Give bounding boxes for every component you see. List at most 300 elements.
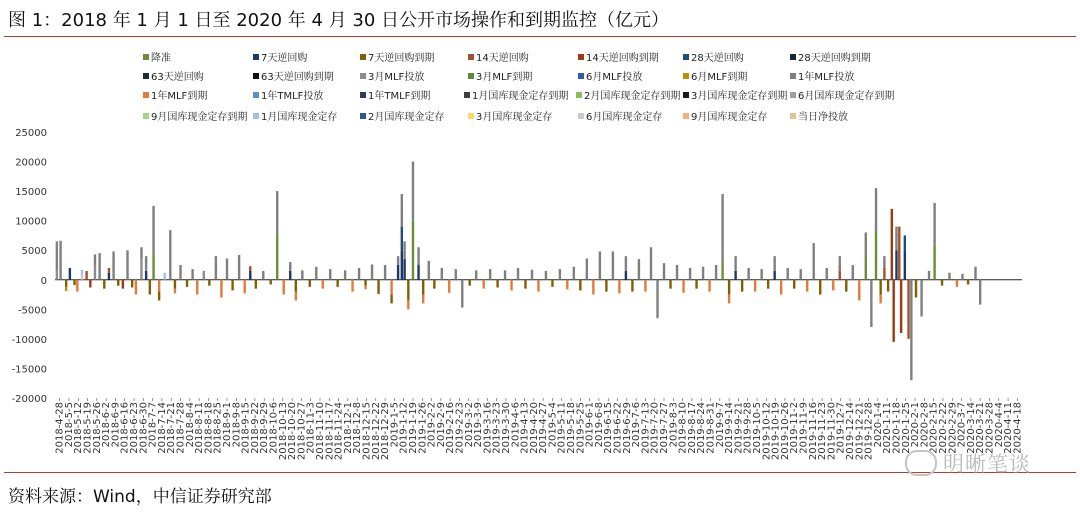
x-tick-label-92: 2020-2-1 bbox=[910, 402, 922, 448]
bar-65-seg-1 bbox=[412, 162, 414, 221]
bar-57-seg-0 bbox=[371, 264, 373, 279]
bar-20-seg-1 bbox=[145, 256, 147, 271]
bar-46-seg-0 bbox=[295, 280, 297, 292]
bar-111-seg-0 bbox=[715, 265, 717, 280]
bar-157-seg-0 bbox=[974, 267, 976, 280]
bar-4-seg-0 bbox=[73, 280, 75, 285]
bar-139-seg-0 bbox=[887, 280, 889, 292]
x-tick-label-71: 2019-9-7 bbox=[714, 402, 726, 448]
bar-61-seg-1 bbox=[397, 256, 399, 265]
x-tick-label-68: 2019-8-17 bbox=[686, 402, 698, 454]
y-tick-label-0: -20000 bbox=[11, 394, 47, 405]
x-tick-label-17: 2018-8-25 bbox=[212, 402, 224, 454]
x-tick-label-65: 2019-7-27 bbox=[659, 402, 671, 454]
x-tick-label-31: 2018-12-1 bbox=[342, 402, 354, 454]
legend-swatch-20 bbox=[790, 92, 796, 98]
x-tick-label-83: 2019-11-30 bbox=[826, 402, 838, 461]
bar-51-seg-0 bbox=[329, 269, 331, 280]
x-tick-label-57: 2019-6-1 bbox=[584, 402, 596, 448]
legend-swatch-7 bbox=[143, 73, 149, 79]
x-tick-label-90: 2020-1-18 bbox=[891, 402, 903, 454]
bar-71-seg-0 bbox=[448, 280, 450, 293]
x-tick-label-76: 2019-10-12 bbox=[761, 402, 773, 461]
bar-33-seg-0 bbox=[215, 256, 217, 280]
bar-10-seg-0 bbox=[98, 253, 100, 280]
bar-128-seg-0 bbox=[826, 268, 828, 280]
watermark-text: 明晰笔谈 bbox=[943, 452, 1031, 476]
bar-69-seg-0 bbox=[433, 280, 435, 289]
bar-53-seg-0 bbox=[344, 270, 346, 279]
y-tick-label-8: 20000 bbox=[15, 157, 47, 169]
x-tick-label-59: 2019-6-15 bbox=[603, 402, 615, 454]
bar-26-seg-1 bbox=[174, 289, 176, 294]
x-tick-label-29: 2018-11-17 bbox=[324, 402, 336, 461]
x-tick-label-19: 2018-9-8 bbox=[231, 402, 243, 448]
x-tick-label-32: 2018-12-8 bbox=[352, 402, 364, 454]
bar-113-seg-0 bbox=[728, 280, 730, 295]
x-tick-label-45: 2019-3-9 bbox=[473, 402, 485, 448]
x-tick-label-40: 2019-2-2 bbox=[426, 402, 438, 448]
bar-23-seg-0 bbox=[158, 280, 160, 292]
source-note: 资料来源：Wind，中信证券研究部 bbox=[8, 487, 272, 507]
bar-25-seg-0 bbox=[169, 230, 171, 280]
bar-131-seg-0 bbox=[845, 280, 847, 292]
bar-3-seg-0 bbox=[69, 268, 71, 280]
bar-84-seg-0 bbox=[537, 280, 539, 292]
bar-50-seg-0 bbox=[322, 280, 324, 289]
bar-45-seg-1 bbox=[289, 262, 291, 271]
bar-43-seg-0 bbox=[276, 235, 278, 279]
legend-label-25: 6月国库现金定存 bbox=[586, 112, 663, 123]
x-tick-label-102: 2020-4-11 bbox=[1003, 402, 1015, 454]
x-tick-label-46: 2019-3-16 bbox=[482, 402, 494, 454]
x-tick-label-23: 2018-10-6 bbox=[268, 402, 280, 454]
x-tick-label-28: 2018-11-10 bbox=[314, 402, 326, 461]
bar-130-seg-1 bbox=[839, 256, 841, 271]
bar-122-seg-0 bbox=[786, 268, 788, 280]
x-tick-label-51: 2019-4-20 bbox=[528, 402, 540, 454]
bar-106-seg-0 bbox=[682, 280, 684, 293]
x-tick-label-91: 2020-1-25 bbox=[900, 402, 912, 454]
bar-45-seg-0 bbox=[289, 271, 291, 280]
legend-swatch-23 bbox=[360, 113, 366, 119]
bar-115-seg-0 bbox=[741, 280, 743, 292]
bar-44-seg-0 bbox=[283, 280, 285, 295]
bar-64-seg-0 bbox=[407, 280, 409, 301]
bar-91-seg-0 bbox=[586, 259, 588, 280]
legend-label-1: 7天逆回购 bbox=[261, 53, 308, 64]
legend-label-0: 降准 bbox=[151, 53, 171, 64]
bar-55-seg-0 bbox=[358, 268, 360, 280]
x-tick-label-66: 2019-8-3 bbox=[668, 402, 680, 448]
x-tick-label-82: 2019-11-23 bbox=[817, 402, 829, 461]
x-tick-label-26: 2018-10-27 bbox=[296, 402, 308, 461]
legend-swatch-22 bbox=[253, 113, 259, 119]
bar-89-seg-0 bbox=[573, 267, 575, 280]
legend-swatch-13 bbox=[790, 73, 796, 79]
bar-74-seg-0 bbox=[468, 280, 470, 286]
y-tick-label-2: -10000 bbox=[11, 334, 47, 346]
bar-116-seg-0 bbox=[747, 268, 749, 280]
x-tick-label-27: 2018-11-3 bbox=[305, 402, 317, 454]
bar-112-seg-1 bbox=[721, 194, 723, 262]
x-tick-label-97: 2020-3-7 bbox=[956, 402, 968, 448]
bar-98-seg-0 bbox=[631, 280, 633, 292]
y-tick-label-9: 25000 bbox=[15, 128, 47, 139]
bar-147-seg-0 bbox=[910, 280, 912, 380]
bar-11-seg-0 bbox=[103, 280, 105, 289]
x-tick-label-72: 2019-9-14 bbox=[724, 402, 736, 454]
x-tick-label-55: 2019-5-18 bbox=[566, 402, 578, 454]
bar-153-seg-0 bbox=[948, 273, 950, 280]
bar-76-seg-0 bbox=[482, 280, 484, 289]
x-tick-label-93: 2020-2-8 bbox=[919, 402, 931, 448]
x-tick-label-13: 2018-7-28 bbox=[175, 402, 187, 454]
bar-54-seg-0 bbox=[351, 280, 353, 292]
x-tick-label-54: 2019-5-11 bbox=[556, 402, 568, 454]
bar-109-seg-0 bbox=[702, 267, 704, 280]
legend-label-16: 1年TMLF到期 bbox=[368, 91, 431, 102]
legend-label-9: 3月MLF投放 bbox=[368, 72, 425, 83]
bar-117-seg-0 bbox=[754, 280, 756, 292]
bar-40-seg-0 bbox=[255, 280, 257, 289]
bar-124-seg-0 bbox=[800, 269, 802, 280]
x-tick-label-79: 2019-11-2 bbox=[789, 402, 801, 454]
bar-22-seg-1 bbox=[152, 206, 154, 253]
bar-90-seg-0 bbox=[579, 280, 581, 291]
y-tick-label-7: 15000 bbox=[15, 187, 47, 199]
bar-52-seg-0 bbox=[336, 280, 338, 287]
bar-148-seg-0 bbox=[915, 280, 917, 298]
bar-93-seg-0 bbox=[599, 251, 601, 279]
bar-56-seg-1 bbox=[364, 286, 366, 290]
x-tick-label-69: 2019-8-24 bbox=[696, 402, 708, 454]
bar-46-seg-1 bbox=[295, 292, 297, 301]
bar-65-seg-0 bbox=[412, 221, 414, 280]
legend-swatch-18 bbox=[576, 92, 582, 98]
bar-136-seg-1 bbox=[875, 188, 877, 232]
legend-swatch-8 bbox=[253, 73, 259, 79]
x-tick-label-74: 2019-9-28 bbox=[742, 402, 754, 454]
bar-154-seg-0 bbox=[956, 280, 958, 287]
bar-119-seg-0 bbox=[767, 280, 769, 289]
x-tick-label-95: 2020-2-22 bbox=[937, 402, 949, 454]
bar-2-seg-0 bbox=[65, 280, 67, 287]
legend-swatch-2 bbox=[360, 54, 366, 60]
x-tick-label-3: 2018-5-19 bbox=[82, 402, 94, 454]
legend-swatch-16 bbox=[360, 92, 366, 98]
legend-swatch-24 bbox=[468, 113, 474, 119]
bar-110-seg-0 bbox=[708, 280, 710, 292]
y-tick-label-3: -5000 bbox=[17, 305, 47, 317]
bar-105-seg-0 bbox=[676, 265, 678, 280]
x-tick-label-52: 2019-4-27 bbox=[538, 402, 550, 454]
bar-6-seg-1 bbox=[81, 270, 83, 275]
bar-99-seg-0 bbox=[638, 259, 640, 280]
x-tick-label-84: 2019-12-7 bbox=[835, 402, 847, 454]
bar-145-seg-1 bbox=[904, 235, 906, 250]
x-tick-label-22: 2018-9-29 bbox=[259, 402, 271, 454]
bar-134-seg-0 bbox=[865, 256, 867, 280]
bar-6-seg-0 bbox=[81, 274, 83, 279]
x-tick-label-62: 2019-7-6 bbox=[631, 402, 643, 448]
bar-113-seg-1 bbox=[728, 295, 730, 304]
bar-20-seg-0 bbox=[145, 271, 147, 280]
bar-80-seg-0 bbox=[510, 280, 512, 291]
legend-label-15: 1年TMLF投放 bbox=[261, 91, 324, 102]
x-tick-label-42: 2019-2-16 bbox=[445, 402, 457, 454]
bar-146-seg-0 bbox=[907, 280, 909, 339]
bar-73-seg-0 bbox=[461, 280, 463, 308]
y-tick-label-1: -15000 bbox=[11, 364, 47, 376]
bar-79-seg-0 bbox=[504, 270, 506, 279]
legend-label-6: 28天逆回购到期 bbox=[798, 53, 871, 64]
legend-swatch-3 bbox=[468, 54, 474, 60]
bar-19-seg-0 bbox=[140, 259, 142, 280]
bar-97-seg-0 bbox=[625, 271, 627, 280]
x-tick-label-58: 2019-6-8 bbox=[593, 402, 605, 448]
bar-107-seg-0 bbox=[689, 268, 691, 280]
bar-28-seg-0 bbox=[186, 280, 188, 287]
legend-label-20: 6月国库现金定存到期 bbox=[798, 91, 895, 102]
x-tick-label-33: 2018-12-15 bbox=[361, 402, 373, 461]
x-tick-label-16: 2018-8-18 bbox=[203, 402, 215, 454]
x-tick-label-37: 2019-1-12 bbox=[398, 402, 410, 454]
bar-49-seg-0 bbox=[315, 267, 317, 280]
bar-12-seg-1 bbox=[108, 268, 110, 273]
bar-101-seg-0 bbox=[650, 247, 652, 280]
x-tick-label-44: 2019-3-2 bbox=[463, 401, 475, 448]
x-tick-label-5: 2018-6-2 bbox=[101, 402, 113, 448]
bar-81-seg-0 bbox=[517, 268, 519, 280]
bar-60-seg-1 bbox=[390, 295, 392, 304]
bar-39-seg-0 bbox=[249, 271, 251, 280]
legend-swatch-0 bbox=[143, 54, 149, 60]
bar-140-seg-0 bbox=[891, 209, 893, 280]
x-tick-label-67: 2019-8-10 bbox=[677, 402, 689, 454]
x-tick-label-99: 2020-3-21 bbox=[975, 402, 987, 454]
bar-61-seg-0 bbox=[397, 265, 399, 280]
legend-label-11: 6月MLF投放 bbox=[586, 72, 643, 83]
bar-15-seg-0 bbox=[122, 280, 124, 289]
y-tick-label-5: 5000 bbox=[21, 246, 47, 258]
legend-swatch-4 bbox=[578, 54, 584, 60]
bar-12-seg-0 bbox=[108, 273, 110, 280]
bar-138-seg-0 bbox=[883, 268, 885, 280]
bar-67-seg-0 bbox=[422, 280, 424, 295]
bar-56-seg-0 bbox=[364, 280, 366, 286]
bar-47-seg-0 bbox=[301, 270, 303, 279]
bar-138-seg-1 bbox=[883, 256, 885, 268]
bar-7-seg-0 bbox=[85, 271, 87, 280]
bar-151-seg-1 bbox=[933, 203, 935, 244]
x-tick-label-70: 2019-8-31 bbox=[705, 402, 717, 454]
bar-121-seg-0 bbox=[780, 280, 782, 295]
legend-label-24: 3月国库现金定存 bbox=[476, 112, 553, 123]
bar-66-seg-1 bbox=[417, 247, 419, 265]
legend-label-14: 1年MLF到期 bbox=[151, 91, 208, 102]
bar-133-seg-0 bbox=[858, 280, 860, 301]
x-tick-label-4: 2018-5-26 bbox=[91, 402, 103, 454]
bar-88-seg-0 bbox=[566, 280, 568, 289]
x-tick-label-18: 2018-9-1 bbox=[222, 402, 234, 448]
bar-34-seg-0 bbox=[220, 280, 222, 298]
bar-43-seg-1 bbox=[276, 191, 278, 235]
bar-31-seg-0 bbox=[203, 271, 205, 280]
legend-swatch-5 bbox=[683, 54, 689, 60]
x-tick-label-100: 2020-3-28 bbox=[984, 402, 996, 454]
bar-127-seg-0 bbox=[819, 280, 821, 295]
x-tick-label-56: 2019-5-25 bbox=[575, 402, 587, 454]
bar-114-seg-0 bbox=[734, 271, 736, 280]
x-tick-label-12: 2018-7-21 bbox=[166, 402, 178, 454]
bar-118-seg-0 bbox=[760, 269, 762, 280]
x-tick-label-6: 2018-6-9 bbox=[110, 402, 122, 448]
legend-label-26: 9月国库现金定存 bbox=[691, 112, 768, 123]
x-tick-label-8: 2018-6-23 bbox=[129, 402, 141, 454]
bar-17-seg-0 bbox=[131, 280, 133, 288]
bar-9-seg-0 bbox=[94, 265, 96, 280]
legend-label-7: 63天逆回购 bbox=[151, 72, 204, 83]
x-tick-label-89: 2020-1-11 bbox=[882, 402, 894, 454]
bar-72-seg-0 bbox=[455, 269, 457, 280]
x-tick-label-81: 2019-11-16 bbox=[807, 402, 819, 461]
bar-67-seg-1 bbox=[422, 295, 424, 304]
bar-68-seg-0 bbox=[428, 261, 430, 280]
bar-1-seg-0 bbox=[59, 241, 61, 280]
x-tick-label-38: 2019-1-19 bbox=[407, 402, 419, 454]
x-tick-label-47: 2019-3-23 bbox=[491, 402, 503, 454]
bar-18-seg-0 bbox=[135, 280, 137, 295]
bar-135-seg-0 bbox=[870, 280, 872, 327]
watermark bbox=[905, 448, 1031, 478]
x-tick-label-64: 2019-7-20 bbox=[649, 402, 661, 454]
bar-97-seg-1 bbox=[625, 256, 627, 271]
x-tick-label-20: 2018-9-15 bbox=[240, 402, 252, 454]
x-tick-label-94: 2020-2-15 bbox=[928, 402, 940, 454]
bar-145-seg-0 bbox=[904, 250, 906, 280]
bar-108-seg-0 bbox=[695, 280, 697, 289]
bar-35-seg-0 bbox=[226, 259, 228, 280]
x-tick-label-7: 2018-6-16 bbox=[119, 402, 131, 454]
bar-62-seg-1 bbox=[401, 227, 403, 251]
x-tick-label-63: 2019-7-13 bbox=[640, 402, 652, 454]
x-tick-label-30: 2018-11-24 bbox=[333, 402, 345, 461]
bar-41-seg-0 bbox=[262, 271, 264, 280]
x-tick-label-11: 2018-7-14 bbox=[156, 402, 168, 454]
legend-swatch-10 bbox=[468, 73, 474, 79]
x-tick-label-53: 2019-5-4 bbox=[547, 402, 559, 448]
bar-112-seg-0 bbox=[721, 262, 723, 280]
bar-132-seg-0 bbox=[852, 265, 854, 280]
bar-100-seg-0 bbox=[644, 280, 646, 292]
x-tick-label-48: 2019-3-30 bbox=[500, 402, 512, 454]
bar-94-seg-0 bbox=[605, 280, 607, 292]
bar-103-seg-0 bbox=[663, 263, 665, 280]
y-tick-label-6: 10000 bbox=[15, 216, 47, 228]
legend-swatch-14 bbox=[143, 92, 149, 98]
bar-42-seg-0 bbox=[270, 280, 272, 285]
x-tick-label-36: 2019-1-5 bbox=[389, 402, 401, 448]
x-tick-label-1: 2018-5-5 bbox=[63, 402, 75, 448]
x-tick-label-73: 2019-9-21 bbox=[733, 402, 745, 454]
bar-82-seg-0 bbox=[524, 280, 526, 289]
legend-label-2: 7天逆回购到期 bbox=[368, 53, 435, 64]
bar-158-seg-0 bbox=[979, 280, 981, 305]
bar-155-seg-0 bbox=[961, 274, 963, 280]
bar-64-seg-1 bbox=[407, 300, 409, 309]
legend-swatch-25 bbox=[578, 113, 584, 119]
bar-120-seg-1 bbox=[773, 256, 775, 271]
bar-104-seg-0 bbox=[669, 280, 671, 289]
x-tick-label-0: 2018-4-28 bbox=[54, 402, 66, 454]
x-tick-label-50: 2019-4-13 bbox=[519, 402, 531, 454]
legend-label-22: 1月国库现金定存 bbox=[261, 112, 338, 123]
bar-30-seg-0 bbox=[196, 280, 198, 295]
bar-137-seg-1 bbox=[879, 295, 881, 304]
legend-swatch-19 bbox=[683, 92, 689, 98]
x-tick-label-10: 2018-7-7 bbox=[147, 402, 159, 448]
wechat-icon bbox=[905, 450, 937, 476]
x-tick-label-77: 2019-10-19 bbox=[770, 402, 782, 461]
x-tick-label-85: 2019-12-14 bbox=[844, 402, 856, 461]
bar-23-seg-1 bbox=[158, 292, 160, 301]
x-tick-label-86: 2019-12-21 bbox=[854, 402, 866, 461]
bar-77-seg-0 bbox=[489, 269, 491, 280]
bar-142-seg-0 bbox=[895, 250, 897, 280]
bar-87-seg-0 bbox=[559, 269, 561, 280]
x-tick-label-101: 2020-4-4 bbox=[993, 402, 1005, 448]
legend-swatch-26 bbox=[683, 113, 689, 119]
legend-swatch-17 bbox=[464, 92, 470, 98]
bar-58-seg-0 bbox=[377, 280, 379, 294]
bar-24-seg-0 bbox=[164, 273, 166, 280]
bar-152-seg-0 bbox=[941, 280, 943, 286]
bar-60-seg-0 bbox=[390, 280, 392, 295]
legend-label-4: 14天逆回购到期 bbox=[586, 53, 659, 64]
legend-label-27: 当日净投放 bbox=[798, 112, 848, 123]
bar-134-seg-1 bbox=[865, 232, 867, 256]
bar-66-seg-0 bbox=[417, 265, 419, 280]
legend-swatch-27 bbox=[790, 113, 796, 119]
x-tick-label-88: 2020-1-4 bbox=[872, 402, 884, 448]
legend-label-10: 3月MLF到期 bbox=[476, 72, 533, 83]
bar-70-seg-0 bbox=[441, 268, 443, 280]
bar-62-seg-2 bbox=[401, 194, 403, 227]
x-tick-label-103: 2020-4-18 bbox=[1012, 402, 1024, 454]
legend-swatch-21 bbox=[143, 113, 149, 119]
bar-114-seg-1 bbox=[734, 256, 736, 271]
bar-5-seg-0 bbox=[76, 280, 78, 292]
bar-19-seg-1 bbox=[140, 247, 142, 259]
x-tick-label-80: 2019-11-9 bbox=[798, 402, 810, 454]
legend-label-8: 63天逆回购到期 bbox=[261, 72, 334, 83]
bar-32-seg-0 bbox=[208, 280, 210, 286]
x-tick-label-35: 2018-12-29 bbox=[380, 402, 392, 461]
bar-59-seg-0 bbox=[384, 265, 386, 280]
x-tick-label-96: 2020-2-29 bbox=[947, 402, 959, 454]
bar-102-seg-0 bbox=[656, 280, 658, 318]
legend-swatch-12 bbox=[683, 73, 689, 79]
bar-83-seg-0 bbox=[531, 270, 533, 280]
bar-150-seg-0 bbox=[928, 271, 930, 280]
x-tick-label-60: 2019-6-22 bbox=[612, 402, 624, 454]
legend-swatch-9 bbox=[360, 73, 366, 79]
x-tick-label-61: 2019-6-29 bbox=[621, 402, 633, 454]
bar-137-seg-0 bbox=[879, 280, 881, 295]
bar-9-seg-1 bbox=[94, 254, 96, 265]
bar-95-seg-0 bbox=[612, 251, 614, 279]
